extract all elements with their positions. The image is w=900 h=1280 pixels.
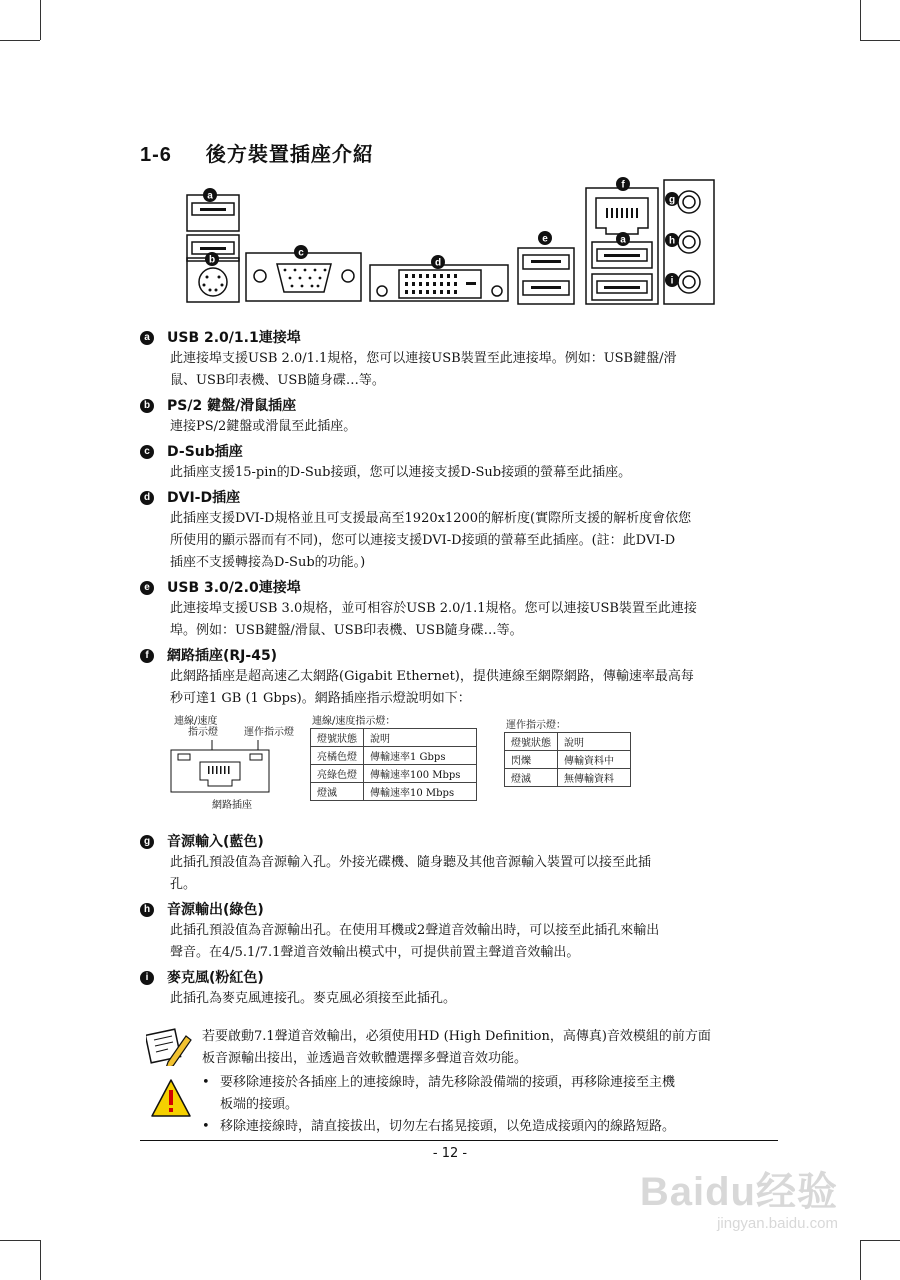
bullet-g: g bbox=[140, 835, 154, 849]
item-title: PS/2 鍵盤/滑鼠插座 bbox=[167, 398, 297, 414]
bullet-b: b bbox=[140, 399, 154, 413]
watermark-brand: Baidu经验 bbox=[639, 1170, 838, 1214]
section-title: 後方裝置插座介紹 bbox=[205, 142, 374, 166]
item-ps2 bbox=[140, 396, 780, 438]
table-cell: 說明 bbox=[364, 729, 477, 747]
table-cell: 亮橘色燈 bbox=[311, 747, 364, 765]
item-title: USB 2.0/1.1連接埠 bbox=[167, 330, 301, 346]
marker-i: i bbox=[670, 275, 674, 287]
marker-b: b bbox=[208, 254, 216, 266]
note-pencil-icon bbox=[146, 1026, 192, 1066]
table-cell: 閃爍 bbox=[505, 751, 558, 769]
item-title: USB 3.0/2.0連接埠 bbox=[167, 580, 301, 596]
warning-item bbox=[202, 1072, 800, 1116]
speed-table-caption: 連線/速度指示燈： bbox=[312, 716, 396, 727]
watermark-url: jingyan.baidu.com bbox=[717, 1215, 838, 1232]
table-row bbox=[311, 747, 477, 765]
activity-led-label: 運作指示燈 bbox=[244, 727, 294, 738]
table-cell: 說明 bbox=[558, 733, 631, 751]
warning-icon bbox=[150, 1078, 192, 1118]
table-cell: 傳輸資料中 bbox=[558, 751, 631, 769]
note-line: 若要啟動7.1聲道音效輸出，必須使用HD (High Definition，高傳真)音效模組的前方面 bbox=[202, 1029, 711, 1044]
table-row bbox=[505, 769, 631, 787]
item-mic bbox=[140, 968, 780, 1010]
item-audio-out bbox=[140, 900, 780, 964]
item-line: 鼠、USB印表機、USB隨身碟…等。 bbox=[170, 373, 385, 388]
marker-c: c bbox=[298, 247, 304, 259]
marker-h: h bbox=[668, 235, 676, 247]
item-title: 麥克風(粉紅色) bbox=[167, 970, 264, 986]
item-title: 音源輸出(綠色) bbox=[167, 902, 264, 918]
item-title: DVI-D插座 bbox=[167, 490, 241, 506]
marker-d: d bbox=[434, 257, 442, 269]
table-cell: 燈號狀態 bbox=[505, 733, 558, 751]
table-cell: 無傳輸資料 bbox=[558, 769, 631, 787]
item-line: 此插孔為麥克風連接孔。麥克風必須接至此插孔。 bbox=[170, 991, 457, 1006]
table-row bbox=[311, 765, 477, 783]
marker-g: g bbox=[668, 194, 676, 206]
warning-line: • 移除連接線時，請直接拔出，切勿左右搖晃接頭，以免造成接頭內的線路短路。 bbox=[220, 1119, 676, 1134]
table-row bbox=[311, 729, 477, 747]
table-cell: 亮綠色燈 bbox=[311, 765, 364, 783]
speed-led-table bbox=[310, 728, 477, 801]
table-cell: 燈滅 bbox=[311, 783, 364, 801]
bullet-i: i bbox=[140, 971, 154, 985]
bullet-e: e bbox=[140, 581, 154, 595]
item-line: 此插孔預設值為音源輸出孔。在使用耳機或2聲道音效輸出時，可以接至此插孔來輸出 bbox=[170, 923, 660, 938]
item-usb3 bbox=[140, 578, 780, 642]
item-line: 此插座支援15-pin的D-Sub接頭，您可以連接支援D-Sub接頭的螢幕至此插座。 bbox=[170, 465, 632, 480]
warning-item bbox=[202, 1116, 800, 1138]
table-row bbox=[311, 783, 477, 801]
table-cell: 傳輸速率10 Mbps bbox=[364, 783, 477, 801]
bullet-c: c bbox=[140, 445, 154, 459]
item-line: 秒可達1 GB (1 Gbps)。網路插座指示燈說明如下： bbox=[170, 691, 471, 706]
marker-f: f bbox=[621, 179, 625, 191]
note-line: 板音源輸出接出，並透過音效軟體選擇多聲道音效功能。 bbox=[202, 1051, 528, 1066]
crop-mark bbox=[860, 1240, 900, 1241]
item-line: 插座不支援轉接為D-Sub的功能。) bbox=[170, 555, 366, 570]
item-title: D-Sub插座 bbox=[167, 444, 243, 460]
item-line: 此連接埠支援USB 2.0/1.1規格，您可以連接USB裝置至此連接埠。例如：USB鍵盤/滑 bbox=[170, 351, 677, 366]
speed-led-label: 連線/速度 bbox=[174, 716, 218, 727]
crop-mark bbox=[40, 1240, 41, 1280]
table-row bbox=[505, 733, 631, 751]
page-number: - 12 - bbox=[432, 1146, 468, 1161]
item-line: 此插孔預設值為音源輸入孔。外接光碟機、隨身聽及其他音源輸入裝置可以接至此插 bbox=[170, 855, 652, 870]
item-dsub bbox=[140, 442, 780, 484]
crop-mark bbox=[860, 1240, 861, 1280]
marker-a2: a bbox=[620, 234, 626, 246]
table-row bbox=[505, 751, 631, 769]
bullet-d: d bbox=[140, 491, 154, 505]
section-number: 1-6 bbox=[140, 144, 172, 166]
lan-led-section bbox=[140, 712, 780, 820]
activity-led-table bbox=[504, 732, 631, 787]
warning-line: 板端的接頭。 bbox=[220, 1097, 299, 1112]
bullet-h: h bbox=[140, 903, 154, 917]
footer-rule bbox=[140, 1140, 778, 1141]
item-title: 音源輸入(藍色) bbox=[167, 834, 264, 850]
item-line: 此網路插座是超高速乙太網路(Gigabit Ethernet)，提供連線至網際網路，傳輸速率最高每 bbox=[170, 669, 694, 684]
item-line: 孔。 bbox=[170, 877, 197, 892]
marker-e: e bbox=[542, 233, 548, 245]
bullet-f: f bbox=[140, 649, 154, 663]
table-cell: 燈號狀態 bbox=[311, 729, 364, 747]
item-usb2 bbox=[140, 328, 780, 392]
rear-panel-diagram bbox=[0, 0, 900, 320]
watermark bbox=[640, 1160, 838, 1232]
item-audio-in bbox=[140, 832, 780, 896]
activity-table-caption: 運作指示燈： bbox=[506, 720, 566, 731]
item-line: 此連接埠支援USB 3.0規格，並可相容於USB 2.0/1.1規格。您可以連接USB裝置至此連接 bbox=[170, 601, 697, 616]
note-text bbox=[202, 1026, 782, 1070]
item-title: 網路插座(RJ-45) bbox=[167, 648, 278, 664]
item-line: 此插座支援DVI-D規格並且可支援最高至1920x1200的解析度(實際所支援的解析度會依您 bbox=[170, 511, 692, 526]
lan-port-label: 網路插座 bbox=[212, 800, 252, 811]
item-line: 所使用的顯示器而有不同)，您可以連接支援DVI-D接頭的螢幕至此插座。(註：此DVI-D bbox=[170, 533, 676, 548]
bullet-a: a bbox=[140, 331, 154, 345]
table-cell: 傳輸速率100 Mbps bbox=[364, 765, 477, 783]
item-line: 聲音。在4/5.1/7.1聲道音效輸出模式中，可提供前置主聲道音效輸出。 bbox=[170, 945, 580, 960]
item-line: 埠。例如：USB鍵盤/滑鼠、USB印表機、USB隨身碟…等。 bbox=[170, 623, 523, 638]
item-dvi bbox=[140, 488, 780, 574]
speed-led-label-2: 指示燈 bbox=[188, 727, 218, 738]
connector-list bbox=[140, 328, 780, 1014]
crop-mark bbox=[0, 1240, 40, 1241]
marker-a1: a bbox=[207, 190, 213, 202]
item-rj45 bbox=[140, 646, 780, 820]
table-cell: 燈滅 bbox=[505, 769, 558, 787]
warning-line: • 要移除連接於各插座上的連接線時，請先移除設備端的接頭，再移除連接至主機 bbox=[220, 1075, 676, 1090]
table-cell: 傳輸速率1 Gbps bbox=[364, 747, 477, 765]
item-line: 連接PS/2鍵盤或滑鼠至此插座。 bbox=[170, 419, 357, 434]
